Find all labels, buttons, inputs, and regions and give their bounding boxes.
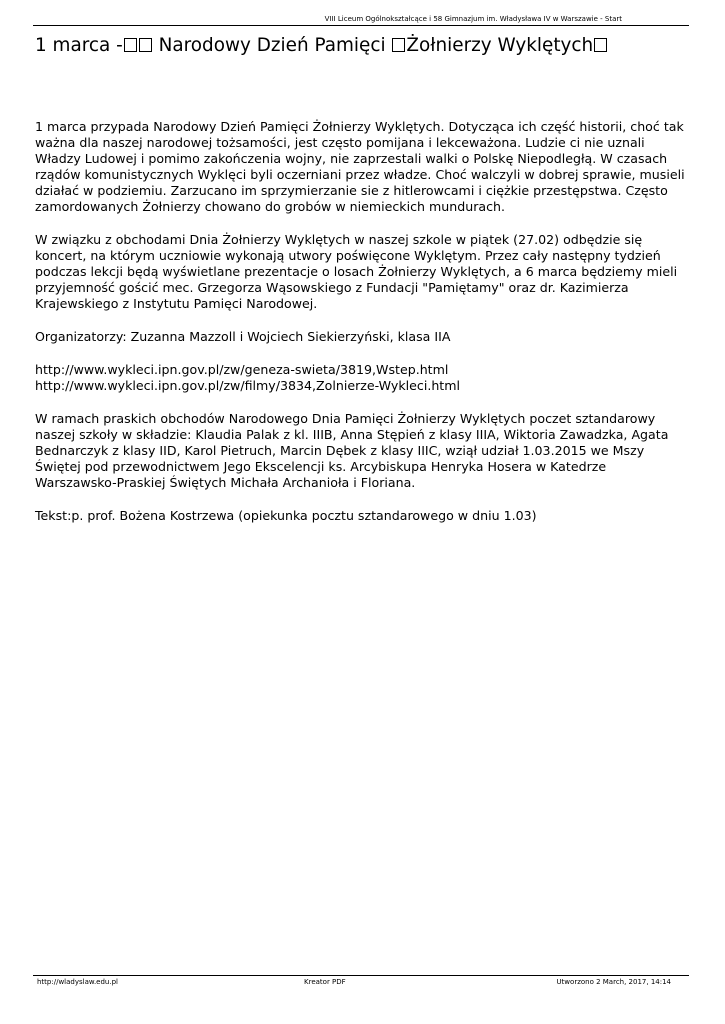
header-site-name: VIII Liceum Ogólnokształcące i 58 Gimnazjum im. Władysława IV w Warszawie - Start [324, 15, 622, 23]
title-part-2: Narodowy Dzień Pamięci [152, 35, 392, 56]
footer-url[interactable]: http://wladyslaw.edu.pl [37, 978, 118, 986]
article-links [35, 362, 687, 394]
header-divider [33, 25, 689, 26]
article-link[interactable]: http://www.wykleci.ipn.gov.pl/zw/geneza-swieta/3819,Wstep.html [35, 362, 449, 377]
footer-created-date: Utworzono 2 March, 2017, 14:14 [556, 978, 671, 986]
missing-glyph-icon [392, 38, 405, 52]
title-part-3: Żołnierzy Wyklętych [406, 35, 594, 56]
article-paragraph-events: W związku z obchodami Dnia Żołnierzy Wyklętych w naszej szkole w piątek (27.02) odbędzie się koncert, na którym uczniowie wykonają utwory poświęcone Wyklętym. Przez cały następny tydzień podczas lekcji będą wyświetlane prezentacje o losach Żołnierzy Wyklętych, a 6 marca będziemy mieli przyjemność gościć mec. Grzegorza Wąsowskiego z Fundacji "Pamiętamy" oraz dr. Kazimierza Krajewskiego z Instytutu Pamięci Narodowej. [35, 232, 678, 311]
title-part-1: 1 marca - [35, 35, 123, 56]
page-title [35, 35, 685, 57]
footer-generator: Kreator PDF [304, 978, 346, 986]
article-link[interactable]: http://www.wykleci.ipn.gov.pl/zw/filmy/3834,Zolnierze-Wykleci.html [35, 378, 461, 393]
article-paragraph-honor-guard: W ramach praskich obchodów Narodowego Dnia Pamięci Żołnierzy Wyklętych poczet sztandarowy naszej szkoły w składzie: Klaudia Palak z kl. IIIB, Anna Stępień z klasy IIIA, Wiktoria Zawadzka, Agata Bednarczyk z klasy IID, Karol Pietruch, Marcin Dębek z klasy IIIC, wziął udział 1.03.2015 we Mszy Świętej pod przewodnictwem Jego Ekscelencji ks. Arcybiskupa Henryka Hosera w Katedrze Warszawsko-Praskiej Świętych Michała Archanioła i Floriana. [35, 411, 669, 490]
missing-glyph-icon [139, 38, 152, 52]
article-credit: Tekst:p. prof. Bożena Kostrzewa (opiekunka pocztu sztandarowego w dniu 1.03) [35, 508, 537, 523]
article-paragraph-intro: 1 marca przypada Narodowy Dzień Pamięci Żołnierzy Wyklętych. Dotycząca ich część historii, choć tak ważna dla naszej narodowej tożsamości, jest często pomijana i lekceważona. Ludzie ci nie uznali Władzy Ludowej i pomimo zakończenia wojny, nie zaprzestali walki o Polskę Niepodległą. W czasach rządów komunistycznych Wyklęci byli oczerniani przez władze. Choć walczyli w dobrej sprawie, musieli działać w podziemiu. Zarzucano im sprzymierzanie sie z hitlerowcami i ciężkie przestępstwa. Często zamordowanych Żołnierzy chowano do grobów w niemieckich mundurach. [35, 119, 685, 214]
article-paragraph-organizers: Organizatorzy: Zuzanna Mazzoll i Wojciech Siekierzyński, klasa IIA [35, 329, 451, 344]
article-body [35, 119, 687, 541]
missing-glyph-icon [124, 38, 137, 52]
missing-glyph-icon [594, 38, 607, 52]
footer-divider [33, 975, 689, 976]
